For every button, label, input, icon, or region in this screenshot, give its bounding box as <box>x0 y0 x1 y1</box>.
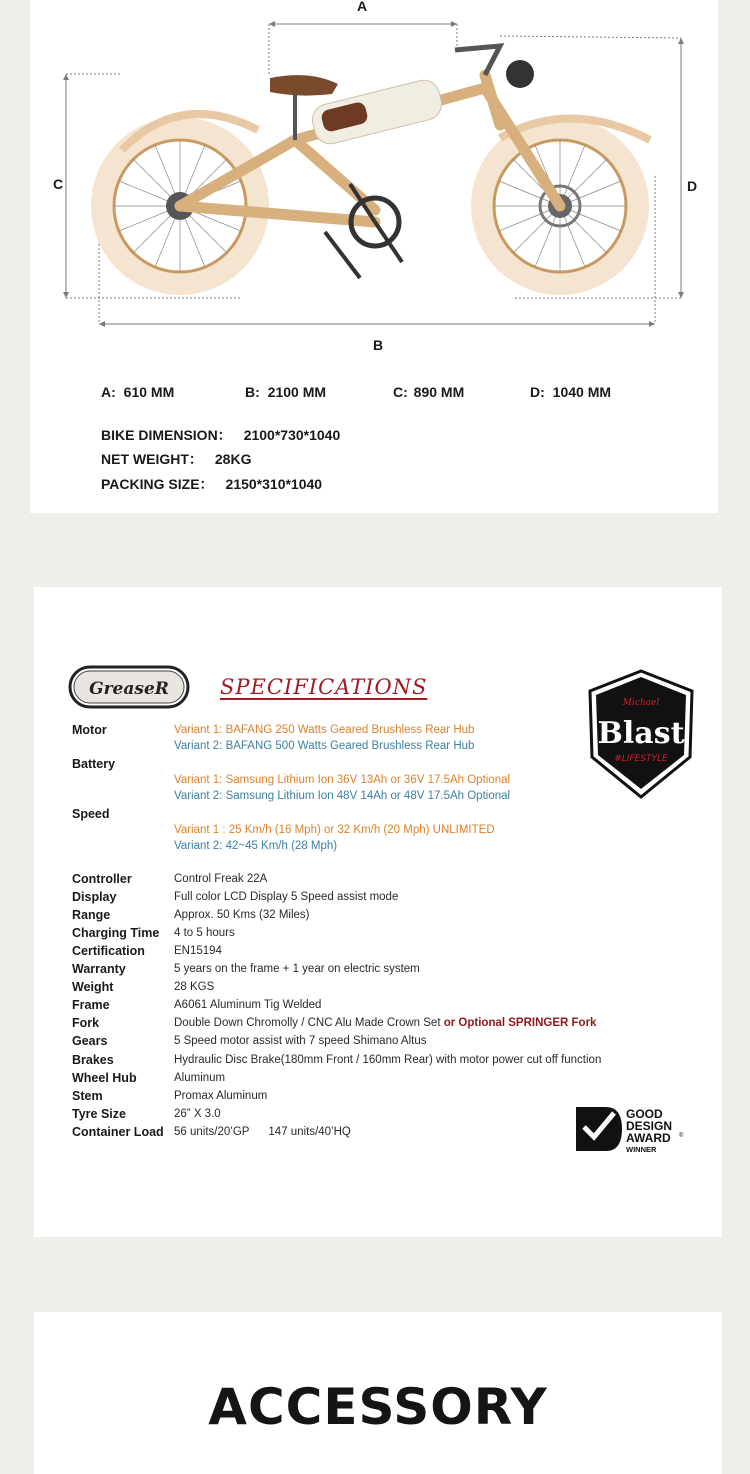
spec-value-weight: 28 KGS <box>174 981 215 993</box>
dimension-letter-c: C <box>53 176 64 192</box>
spec-value-warranty: 5 years on the frame + 1 year on electric system <box>174 963 420 975</box>
spec-value-brakes: Hydraulic Disc Brake(180mm Front / 160mm Rear) with motor power cut off function <box>174 1054 602 1066</box>
spec-label-display: Display <box>72 890 117 904</box>
dimension-value: 610 MM <box>123 384 175 400</box>
spec-value-fork-optional: or Optional SPRINGER Fork <box>443 1017 597 1029</box>
dimension-value: 2100 MM <box>267 384 327 400</box>
michael-blast-logo <box>586 669 696 799</box>
spec-label-stem: Stem <box>72 1089 103 1103</box>
good-design-award-logo <box>574 1105 694 1155</box>
net-weight-value: 28KG <box>214 451 252 467</box>
dimension-label: B: <box>245 384 260 400</box>
dimension-letter-d: D <box>687 178 698 194</box>
spec-value-stem: Promax Aluminum <box>174 1090 268 1102</box>
spec-value-frame: A6061 Aluminum Tig Welded <box>174 999 322 1011</box>
dimension-c <box>393 384 464 400</box>
net-weight-line <box>101 449 251 469</box>
bike-dimension-line <box>101 425 340 445</box>
award-line-2: DESIGN <box>626 1119 673 1133</box>
spec-label-motor: Motor <box>72 723 107 737</box>
dimension-a <box>101 384 174 400</box>
net-weight-label: NET WEIGHT： <box>101 451 203 467</box>
spec-value-gears: 5 Speed motor assist with 7 speed Shimano Altus <box>174 1035 427 1047</box>
dimension-card <box>30 0 718 513</box>
dimension-b <box>245 384 326 400</box>
award-registered-mark: ® <box>679 1133 684 1139</box>
spec-battery-variant-2: Variant 2: Samsung Lithium Ion 48V 14Ah or 48V 17.5Ah Optional <box>174 790 511 802</box>
spec-motor-variant-2: Variant 2: BAFANG 500 Watts Geared Brushless Rear Hub <box>174 740 475 752</box>
spec-value-tyre-size: 26” X 3.0 <box>174 1108 221 1120</box>
bike-dimension-illustration <box>30 0 718 360</box>
spec-label-gears: Gears <box>72 1034 108 1048</box>
spec-label-warranty: Warranty <box>72 962 126 976</box>
packing-size-line <box>101 474 322 494</box>
dimension-letter-a: A <box>357 0 368 14</box>
greaser-logo <box>68 665 190 709</box>
spec-speed-variant-1: Variant 1 : 25 Km/h (16 Mph) or 32 Km/h (20 Mph) UNLIMITED <box>174 824 495 836</box>
accessory-card <box>34 1312 722 1474</box>
packing-size-value: 2150*310*1040 <box>225 476 323 492</box>
spec-value-controller: Control Freak 22A <box>174 873 268 885</box>
dimension-label: D: <box>530 384 545 400</box>
spec-value-charging-time: 4 to 5 hours <box>174 927 235 939</box>
dimension-label: C: <box>393 384 408 400</box>
accessory-title: ACCESSORY <box>208 1378 548 1436</box>
dimension-d <box>530 384 611 400</box>
packing-size-label: PACKING SIZE： <box>101 476 214 492</box>
spec-value-display: Full color LCD Display 5 Speed assist mode <box>174 891 399 903</box>
dimension-value: 1040 MM <box>552 384 612 400</box>
spec-motor-variant-1: Variant 1: BAFANG 250 Watts Geared Brushless Rear Hub <box>174 724 475 736</box>
bike-dimension-value: 2100*730*1040 <box>243 427 341 443</box>
specifications-title: SPECIFICATIONS <box>220 675 428 699</box>
spec-value-range: Approx. 50 Kms (32 Miles) <box>174 909 310 921</box>
dimension-letter-b: B <box>373 337 384 353</box>
spec-label-speed: Speed <box>72 807 110 821</box>
award-line-1: GOOD <box>626 1107 663 1121</box>
blast-logo-top: Michael <box>622 698 660 708</box>
bike-dimension-label: BIKE DIMENSION： <box>101 427 232 443</box>
spec-label-range: Range <box>72 908 111 922</box>
dimension-label: A: <box>101 384 116 400</box>
spec-label-battery: Battery <box>72 757 116 771</box>
award-line-4: WINNER <box>626 1145 657 1154</box>
spec-label-fork: Fork <box>72 1016 100 1030</box>
spec-speed-variant-2: Variant 2: 42~45 Km/h (28 Mph) <box>174 840 338 852</box>
spec-label-weight: Weight <box>72 980 114 994</box>
spec-label-frame: Frame <box>72 998 110 1012</box>
spec-label-container-load: Container Load <box>72 1125 164 1139</box>
spec-label-controller: Controller <box>72 872 132 886</box>
award-line-3: AWARD <box>626 1131 671 1145</box>
spec-label-tyre-size: Tyre Size <box>72 1107 126 1121</box>
spec-label-charging-time: Charging Time <box>72 926 160 940</box>
spec-label-certification: Certification <box>72 944 145 958</box>
spec-value-certification: EN15194 <box>174 945 222 957</box>
specifications-card <box>34 587 722 1237</box>
greaser-logo-text: GreaseR <box>89 679 169 699</box>
spec-value-container-load: 56 units/20’GP 147 units/40’HQ <box>174 1126 351 1138</box>
spec-battery-variant-1: Variant 1: Samsung Lithium Ion 36V 13Ah or 36V 17.5Ah Optional <box>174 774 511 786</box>
dimension-value: 890 MM <box>413 384 465 400</box>
spec-value-fork <box>174 1017 596 1029</box>
blast-logo-main: Blast <box>597 716 685 751</box>
spec-value-fork-main: Double Down Chromolly / CNC Alu Made Crown Set <box>174 1017 441 1029</box>
blast-logo-sub: #LIFESTYLE <box>614 754 668 764</box>
spec-label-wheel-hub: Wheel Hub <box>72 1071 137 1085</box>
spec-value-wheel-hub: Aluminum <box>174 1072 226 1084</box>
spec-label-brakes: Brakes <box>72 1053 114 1067</box>
